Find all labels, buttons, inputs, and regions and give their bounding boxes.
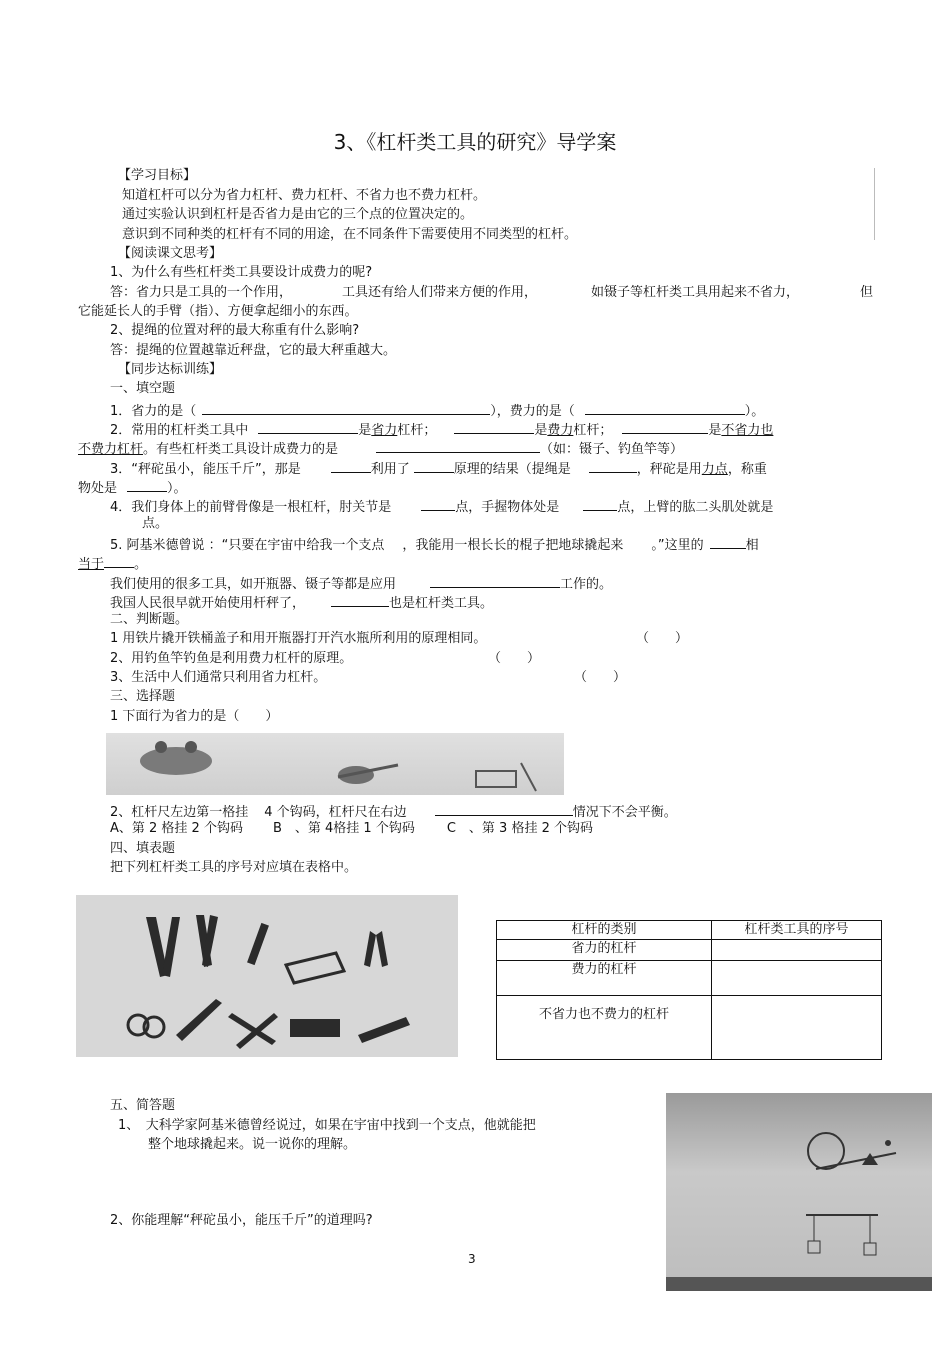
fill-4-cont: 点。 (142, 516, 169, 531)
fill-5: 5. 阿基米德曾说 ：“只要在宇宙中给我一个支点 ，我能用一根长长的棍子把地球撬起来 。”这里的 相 (110, 534, 759, 555)
blank[interactable] (258, 419, 358, 434)
blank[interactable] (585, 400, 745, 415)
blank[interactable] (430, 573, 560, 588)
choice-2-options (110, 820, 593, 838)
scissors-levers-illustration (106, 733, 564, 795)
judge-3-parens[interactable]: （ ） (574, 670, 627, 685)
table-header-tools: 杠杆类工具的序号 (712, 921, 882, 940)
blank[interactable] (583, 496, 617, 511)
answer-1-part: 工具还有给人们带来方便的作用， (342, 285, 538, 300)
answer-1-part: 如镊子等杠杆类工具用起来不省力， (591, 285, 800, 300)
blank[interactable] (376, 438, 540, 453)
table-row-label: 省力的杠杆 (497, 940, 712, 961)
fill-2: 2．常用的杠杆类工具中 是省力杠杆； 是费力杠杆； 是不省力也 (110, 419, 773, 440)
table-answer-cell[interactable] (712, 940, 882, 961)
blank[interactable] (435, 801, 573, 816)
choice-2: 2、杠杆尺左边第一格挂 4 个钩码，杠杆尺在右边 情况下不会平衡。 (110, 801, 677, 822)
practice-heading: 【同步达标训练】 (118, 362, 223, 377)
lever-category-table (496, 920, 882, 1060)
short-2: 2、你能理解“秤砣虽小，能压千斤”的道理吗? (110, 1213, 373, 1228)
table-row-label: 费力的杠杆 (497, 961, 712, 995)
option-a[interactable]: A、第 2 格挂 2 个钩码 (110, 821, 243, 836)
blank[interactable] (622, 419, 708, 434)
short-title: 五、简答题 (110, 1098, 176, 1113)
choice-title: 三、选择题 (110, 689, 176, 704)
blank[interactable] (331, 592, 389, 607)
margin-line (874, 168, 875, 240)
answer-1-part: 答：省力只是工具的一个作用， (110, 285, 293, 300)
answer-1-cont: 它能延长人的手臂（指）、方便拿起细小的东西。 (78, 304, 358, 319)
option-b[interactable]: B 、第 4格挂 1 个钩码 (272, 821, 415, 836)
goal-item: 通过实验认识到杠杆是否省力是由它的三个点的位置决定的。 (122, 207, 474, 222)
page-title: 3、《杠杆类工具的研究》导学案 (333, 130, 617, 154)
reading-heading: 【阅读课文思考】 (118, 246, 223, 261)
choice-1-photo (106, 733, 564, 795)
blank[interactable] (127, 477, 167, 492)
lever-earth-illustration (666, 1093, 932, 1291)
blank[interactable] (414, 458, 454, 473)
blank[interactable] (202, 400, 490, 415)
fill-3: 3．“秤砣虽小，能压千斤”，那是 利用了 原理的结果（提绳是 ，秤砣是用力点，称重 (110, 458, 767, 479)
blank[interactable] (331, 458, 371, 473)
goals-heading: 【学习目标】 (118, 168, 197, 183)
fill-7: 我国人民很早就开始使用杆秤了， 也是杠杆类工具。 (110, 592, 493, 613)
blank[interactable] (710, 534, 746, 549)
judge-2: 2、用钓鱼竿钓鱼是利用费力杠杆的原理。 (110, 651, 353, 666)
question-2: 2、提绳的位置对秤的最大称重有什么影响? (110, 323, 360, 338)
fill-4: 4．我们身体上的前臂骨像是一根杠杆，肘关节是 点，手握物体处是 点，上臂的肱二头肌处就是 (110, 496, 773, 517)
option-c[interactable]: C 、第 3 格挂 2 个钩码 (446, 821, 593, 836)
judge-1: 1 用铁片撬开铁桶盖子和用开瓶器打开汽水瓶所利用的原理相同。 (110, 631, 487, 646)
blank[interactable] (421, 496, 455, 511)
answer-2: 答：提绳的位置越靠近秤盘，它的最大秤重越大。 (110, 343, 397, 358)
short-1: 1、 大科学家阿基米德曾经说过，如果在宇宙中找到一个支点，他就能把 (118, 1118, 536, 1133)
judge-1-parens[interactable]: （ ） (636, 631, 689, 646)
choice-1: 1 下面行为省力的是（ ） (110, 709, 279, 724)
table-answer-cell[interactable] (712, 995, 882, 1060)
table-title: 四、填表题 (110, 841, 176, 856)
blank[interactable] (104, 553, 134, 568)
short-1-cont: 整个地球撬起来。说一说你的理解。 (148, 1137, 357, 1152)
fill-3-cont: 物处是 ）。 (78, 477, 187, 498)
archimedes-photo (666, 1093, 932, 1291)
goal-item: 意识到不同种类的杠杆有不同的用途，在不同条件下需要使用不同类型的杠杆。 (122, 227, 578, 242)
table-header-category: 杠杆的类别 (497, 921, 712, 940)
question-1: 1、为什么有些杠杆类工具要设计成费力的呢? (110, 265, 373, 280)
fill-title: 一、填空题 (110, 381, 176, 396)
goal-item: 知道杠杆可以分为省力杠杆、费力杠杆、不省力也不费力杠杆。 (122, 188, 487, 203)
judge-2-parens[interactable]: （ ） (488, 651, 541, 666)
tools-illustration (76, 895, 458, 1057)
table-row-label: 不省力也不费力的杠杆 (497, 995, 712, 1060)
table-answer-cell[interactable] (712, 961, 882, 995)
answer-1-part: 但 (860, 285, 874, 300)
fill-1: 1．省力的是（ ），费力的是（ ）。 (110, 400, 764, 421)
tools-photo (76, 895, 458, 1057)
judge-3: 3、生活中人们通常只利用省力杠杆。 (110, 670, 327, 685)
table-instructions: 把下列杠杆类工具的序号对应填在表格中。 (110, 860, 358, 875)
fill-5-cont: 当于 。 (78, 553, 147, 574)
blank[interactable] (454, 419, 534, 434)
judge-title: 二、判断题。 (110, 612, 189, 627)
fill-6: 我们使用的很多工具，如开瓶器、镊子等都是应用 工作的。 (110, 573, 612, 594)
fill-2-cont: 不费力杠杆。有些杠杆类工具设计成费力的是 （如：镊子、钓鱼竿等） (78, 438, 683, 459)
page-number: 3 (468, 1252, 476, 1266)
blank[interactable] (589, 458, 637, 473)
